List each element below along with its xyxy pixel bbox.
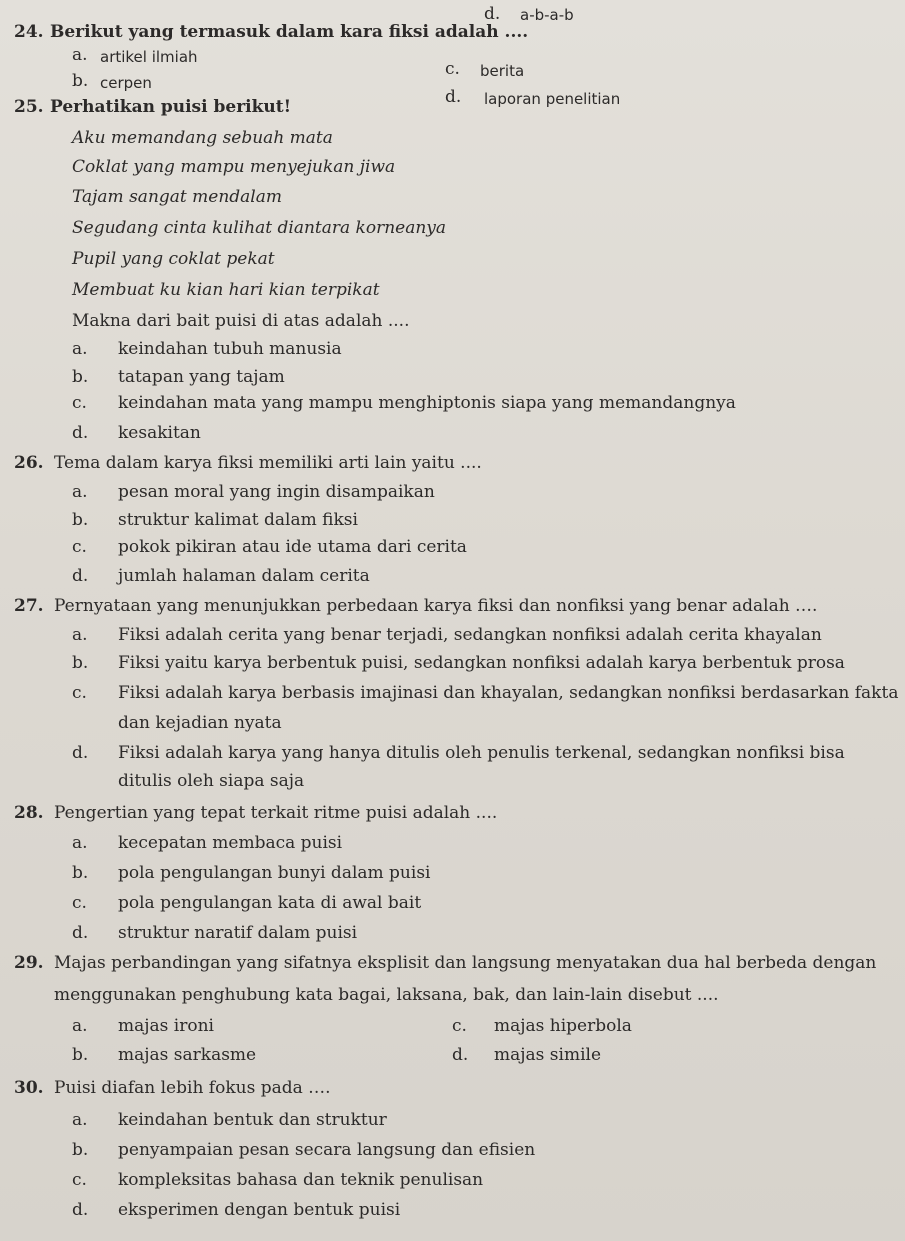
question-text-continued: menggunakan penghubung kata bagai, laksana, bak, dan lain-lain disebut .... [54,985,719,1005]
option-text: struktur naratif dalam puisi [118,923,358,943]
option-text: struktur kalimat dalam fiksi [118,510,358,530]
option-letter: c. [72,537,87,557]
option-text: Fiksi yaitu karya berbentuk puisi, sedangkan nonfiksi adalah karya berbentuk prosa [118,653,845,673]
option-text: eksperimen dengan bentuk puisi [118,1200,401,1220]
question-number: 26. [14,453,44,473]
question-number: 28. [14,803,44,823]
option-text: keindahan mata yang mampu menghiptonis siapa yang memandangnya [118,393,736,413]
option-letter: a. [72,45,88,65]
option-text: berita [480,62,525,80]
option-letter: a. [72,1016,88,1036]
option-text: pesan moral yang ingin disampaikan [118,482,435,502]
option-text: artikel ilmiah [100,48,198,66]
option-letter: a. [72,1110,88,1130]
option-text: kompleksitas bahasa dan teknik penulisan [118,1170,484,1190]
option-text: majas simile [494,1045,602,1065]
option-letter: c. [72,893,87,913]
option-text: penyampaian pesan secara langsung dan efisien [118,1140,536,1160]
option-text-continued: dan kejadian nyata [118,713,282,733]
question-text: Majas perbandingan yang sifatnya eksplisit dan langsung menyatakan dua hal berbeda dengan [54,953,877,973]
option-text: laporan penelitian [484,90,621,108]
question-text: Tema dalam karya fiksi memiliki arti lain yaitu .... [54,453,482,473]
option-letter: d. [484,4,501,24]
poem-line: Aku memandang sebuah mata [72,128,333,148]
question-number: 29. [14,953,44,973]
poem-line: Tajam sangat mendalam [72,187,282,207]
option-letter: d. [445,87,462,107]
poem-line: Coklat yang mampu menyejukan jiwa [72,157,396,177]
question-number: 24. [14,22,44,42]
option-text: kecepatan membaca puisi [118,833,343,853]
option-letter: b. [72,863,89,883]
question-text: Pengertian yang tepat terkait ritme puisi adalah .... [54,803,498,823]
option-text: pokok pikiran atau ide utama dari cerita [118,537,467,557]
question-text: Perhatikan puisi berikut! [50,97,292,117]
question-number: 25. [14,97,44,117]
option-text: keindahan tubuh manusia [118,339,342,359]
poem-line: Pupil yang coklat pekat [72,249,275,269]
option-text: majas sarkasme [118,1045,257,1065]
option-text: cerpen [100,74,152,92]
option-text: kesakitan [118,423,201,443]
option-text: majas hiperbola [494,1016,632,1036]
option-text: tatapan yang tajam [118,367,285,387]
poem-line: Segudang cinta kulihat diantara korneanya [72,218,447,238]
option-letter: d. [72,423,89,443]
option-letter: c. [72,1170,87,1190]
question-number: 30. [14,1078,44,1098]
option-letter: c. [72,393,87,413]
option-letter: d. [72,923,89,943]
option-letter: b. [72,1140,89,1160]
option-letter: a. [72,482,88,502]
option-text: keindahan bentuk dan struktur [118,1110,387,1130]
option-text: Fiksi adalah karya berbasis imajinasi dan khayalan, sedangkan nonfiksi berdasarkan fakta [118,683,899,703]
option-letter: d. [72,566,89,586]
option-text: Fiksi adalah cerita yang benar terjadi, sedangkan nonfiksi adalah cerita khayalan [118,625,822,645]
option-letter: c. [452,1016,467,1036]
question-number: 27. [14,596,44,616]
question-text: Berikut yang termasuk dalam kara fiksi adalah .... [50,22,529,42]
option-letter: d. [452,1045,469,1065]
option-letter: b. [72,71,89,91]
question-prompt: Makna dari bait puisi di atas adalah .... [72,311,410,331]
question-text: Puisi diafan lebih fokus pada …. [54,1078,331,1098]
option-letter: a. [72,625,88,645]
option-letter: a. [72,833,88,853]
option-text: jumlah halaman dalam cerita [118,566,370,586]
question-text: Pernyataan yang menunjukkan perbedaan karya fiksi dan nonfiksi yang benar adalah …. [54,596,818,616]
option-text: pola pengulangan kata di awal bait [118,893,422,913]
option-letter: d. [72,1200,89,1220]
option-letter: b. [72,1045,89,1065]
option-text: a-b-a-b [520,6,574,24]
option-text: majas ironi [118,1016,214,1036]
option-text: pola pengulangan bunyi dalam puisi [118,863,431,883]
option-text: Fiksi adalah karya yang hanya ditulis oleh penulis terkenal, sedangkan nonfiksi bisa [118,743,845,763]
option-text-continued: ditulis oleh siapa saja [118,771,305,791]
option-letter: b. [72,367,89,387]
option-letter: b. [72,510,89,530]
option-letter: d. [72,743,89,763]
poem-line: Membuat ku kian hari kian terpikat [72,280,380,300]
option-letter: a. [72,339,88,359]
option-letter: b. [72,653,89,673]
option-letter: c. [72,683,87,703]
option-letter: c. [445,59,460,79]
